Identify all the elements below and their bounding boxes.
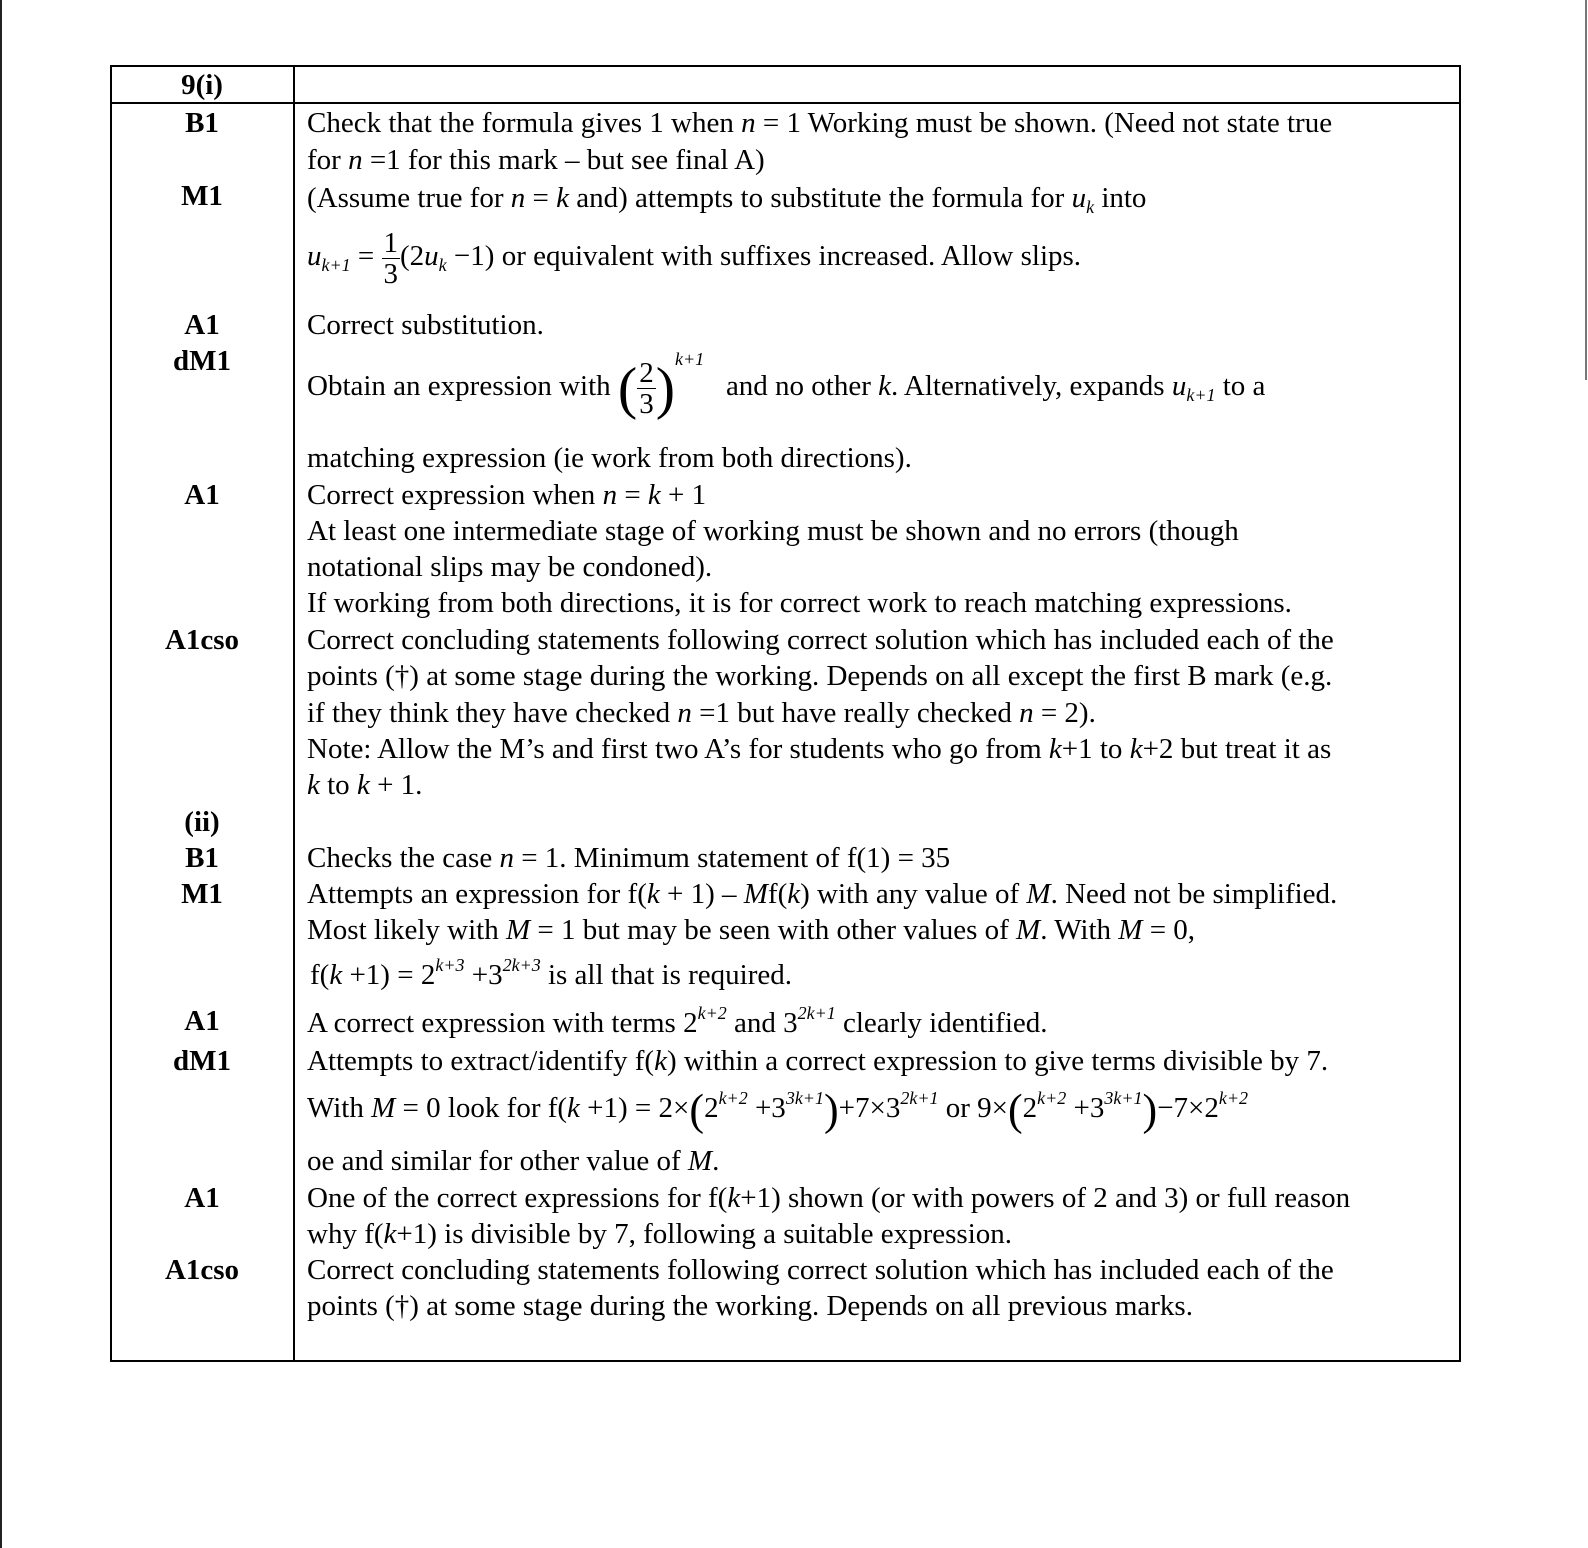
guidance-line: Correct concluding statements following correct solution which has included each of the [307,624,1334,656]
fraction: $\frac{1}{3}$ [383,227,398,290]
guidance-line: (Assume true for n = k and) attempts to substitute the formula for $u_k$ into [307,182,1147,217]
mark-label: dM1 [173,1045,231,1077]
guidance-line: notational slips may be condoned). [307,551,713,583]
page-edge-right [1585,0,1587,380]
page-edge [0,0,2,1548]
column-divider [293,67,295,1360]
guidance-line: matching expression (ie work from both directions). [307,442,912,474]
guidance-line: Most likely with M = 1 but may be seen with other values of M. With M = 0, [307,914,1196,946]
part-label: (ii) [184,806,220,838]
mark-label: A1 [184,1005,220,1037]
mark-label: B1 [185,107,219,139]
guidance-line: Check that the formula gives 1 when n = 1 Working must be shown. (Need not state true [307,107,1333,139]
guidance-line: Correct concluding statements following correct solution which has included each of the [307,1254,1334,1286]
guidance-line: why f(k+1) is divisible by 7, following a suitable expression. [307,1218,1013,1250]
formula-line: $f(k +1) = 2^{k+3} +3^{2k+3}$ is all that is required. [310,955,792,991]
guidance-line: Correct expression when n = k + 1 [307,479,707,511]
guidance-line: Checks the case n = 1. Minimum statement of f(1) = 35 [307,842,951,874]
guidance-line: Note: Allow the M’s and first two A’s for students who go from k+1 to k+2 but treat it as [307,733,1332,765]
header-divider [112,102,1459,104]
guidance-line: for n =1 for this mark – but see final A) [307,144,765,176]
formula-line: With M = 0 look for $f(k +1) = 2\times(2^{k+2} +3^{3k+1})+7\times 3^{2k+1}$ or $9\times(2^{k+2} +3^{3k+1})-7\times 2^{k+2}$ [307,1085,1249,1135]
formula-line: $u_{k+1}$ = $\frac{1}{3}$ $(2u_k -1)$ or equivalent with suffixes increased. Allow slips. [307,227,1082,290]
guidance-line: One of the correct expressions for f(k+1) shown (or with powers of 2 and 3) or full reason [307,1182,1351,1214]
guidance-line: oe and similar for other value of M. [307,1145,720,1177]
guidance-line: At least one intermediate stage of working must be shown and no errors (though [307,515,1239,547]
guidance-line: Correct substitution. [307,309,544,341]
mark-label: dM1 [173,345,231,377]
mark-label: B1 [185,842,219,874]
mark-label: A1 [184,309,220,341]
formula-line: Obtain an expression with ( $\frac{2}{3}$ )$^{k+1}$ and no other k. Alternatively, expands $u_{k+1}$ to a [307,349,1266,421]
mark-label: M1 [181,180,223,212]
guidance-line: if they think they have checked n =1 but have really checked n = 2). [307,697,1096,729]
guidance-line: points (†) at some stage during the working. Depends on all except the first B mark (e.g. [307,660,1333,692]
guidance-line: points (†) at some stage during the working. Depends on all previous marks. [307,1290,1193,1322]
guidance-line: Attempts an expression for f(k + 1) – Mf(k) with any value of M. Need not be simplified. [307,878,1338,910]
mark-label: A1 [184,479,220,511]
mark-label: A1 [184,1182,220,1214]
guidance-line: k to k + 1. [307,769,423,801]
guidance-line: Attempts to extract/identify f(k) within a correct expression to give terms divisible by 7. [307,1045,1329,1077]
mark-label: A1cso [164,1254,240,1286]
guidance-line: If working from both directions, it is for correct work to reach matching expressions. [307,587,1292,619]
question-number: 9(i) [181,69,223,101]
mark-label: A1cso [164,624,240,656]
mark-label: M1 [181,878,223,910]
formula-line: A correct expression with terms $2^{k+2}$ and $3^{2k+1}$ clearly identified. [307,1003,1048,1039]
